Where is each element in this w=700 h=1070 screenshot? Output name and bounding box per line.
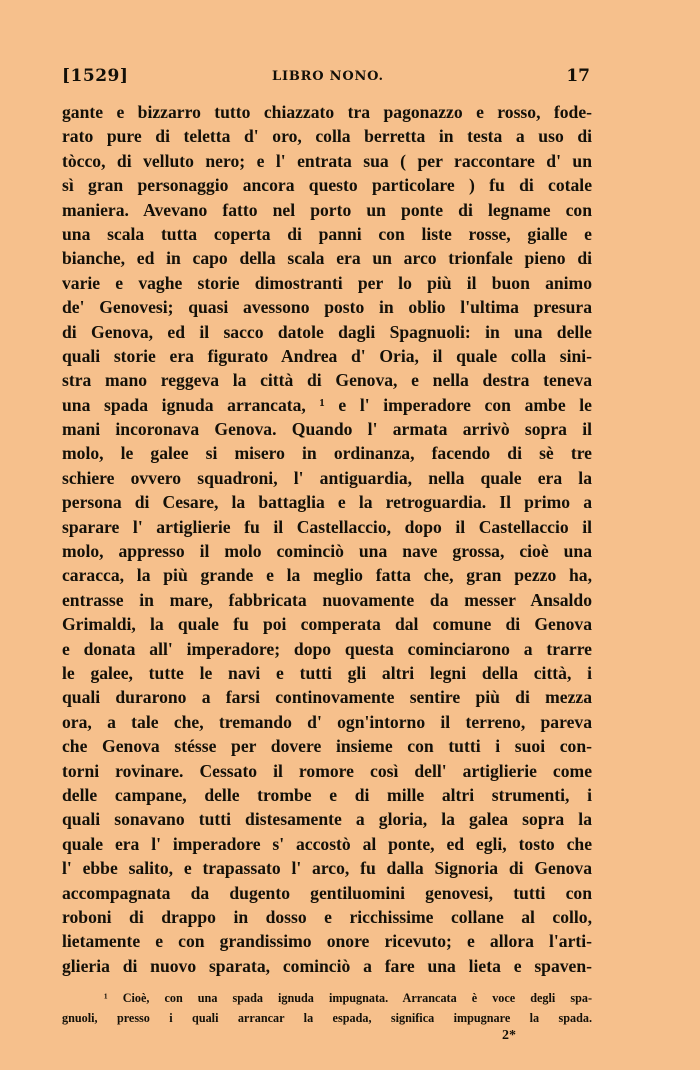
text-line: ora, a tale che, tremando d' ogn'intorno il terreno, pareva xyxy=(62,711,592,732)
text-line: torni rovinare. Cessato il romore così dell' artiglierie come xyxy=(62,760,592,781)
header-year: [1529] xyxy=(62,66,129,86)
running-header xyxy=(62,66,592,90)
page-number: 17 xyxy=(566,66,590,86)
text-line: le galee, tutte le navi e tutti gli altri legni della città, i xyxy=(62,662,592,683)
text-line: quali sonavano tutti distesamente a gloria, la galea sopra la xyxy=(62,809,592,830)
text-line: schiere ovvero squadroni, l' antiguardia, nella quale era la xyxy=(62,467,592,488)
text-line: sì gran personaggio ancora questo particolare ) fu di cotale xyxy=(62,175,592,196)
text-line: mani incoronava Genova. Quando l' armata arrivò sopra il xyxy=(62,419,592,440)
text-line: una scala tutta coperta di panni con liste rosse, gialle e xyxy=(62,223,592,244)
text-line: delle campane, delle trombe e di mille altri strumenti, i xyxy=(62,784,592,805)
text-line: l' ebbe salito, e trapassato l' arco, fu dalla Signoria di Genova xyxy=(62,858,592,879)
text-line: rato pure di teletta d' oro, colla berretta in testa a uso di xyxy=(62,126,592,147)
text-line: gante e bizzarro tutto chiazzato tra pagonazzo e rosso, fode- xyxy=(62,102,592,122)
text-line: che Genova stésse per dovere insieme con tutti i suoi con- xyxy=(62,736,592,757)
text-line: una spada ignuda arrancata, ¹ e l' imperadore con ambe le xyxy=(62,394,592,415)
text-line: sparare l' artiglierie fu il Castellaccio, dopo il Castellaccio il xyxy=(62,516,592,537)
text-line: persona di Cesare, la battaglia e la retroguardia. Il primo a xyxy=(62,492,592,513)
text-line: tòcco, di velluto nero; e l' entrata sua ( per raccontare d' un xyxy=(62,150,592,171)
text-line: caracca, la più grande e la meglio fatta che, gran pezzo ha, xyxy=(62,565,592,586)
text-line: roboni di drappo in dosso e ricchissime collane al collo, xyxy=(62,906,592,927)
text-line: molo, le galee si misero in ordinanza, facendo di sè tre xyxy=(62,443,592,464)
text-line: Grimaldi, la quale fu poi comperata dal comune di Genova xyxy=(62,614,592,635)
footnote-line: ¹ Cioè, con una spada ignuda impugnata. Arrancata è voce degli spa- xyxy=(104,991,592,1005)
text-line: quali storie era figurato Andrea d' Oria, il quale colla sini- xyxy=(62,345,592,366)
footnotes xyxy=(62,988,592,1028)
footnote-line: gnuoli, presso i quali arrancar la espada, significa impugnare la spada. xyxy=(62,1011,592,1025)
header-title: LIBRO NONO. xyxy=(272,69,384,84)
text-line: quale era l' imperadore s' accostò al ponte, ed egli, tosto che xyxy=(62,833,592,854)
text-line: de' Genovesi; quasi avessono posto in oblio l'ultima presura xyxy=(62,297,592,318)
text-line: entrasse in mare, fabbricata nuovamente da messer Ansaldo xyxy=(62,589,592,610)
text-line: bianche, ed in capo della scala era un arco trionfale pieno di xyxy=(62,248,592,269)
text-line: accompagnata da dugento gentiluomini genovesi, tutti con xyxy=(62,882,592,903)
text-line: molo, appresso il molo cominciò una nave grossa, cioè una xyxy=(62,541,592,562)
text-line: glieria di nuovo sparata, cominciò a fare una lieta e spaven- xyxy=(62,955,592,976)
text-line: quali durarono a farsi continovamente sentire più di mezza xyxy=(62,687,592,708)
body-text xyxy=(62,100,592,978)
text-line: maniera. Avevano fatto nel porto un ponte di legname con xyxy=(62,199,592,220)
signature-mark: 2* xyxy=(502,1028,516,1043)
text-line: varie e vaghe storie dimostranti per lo più il buon animo xyxy=(62,272,592,293)
text-line: e donata all' imperadore; dopo questa cominciarono a trarre xyxy=(62,638,592,659)
text-line: di Genova, ed il sacco datole dagli Spagnuoli: in una delle xyxy=(62,321,592,342)
text-line: lietamente e con grandissimo onore ricevuto; e allora l'arti- xyxy=(62,931,592,952)
text-line: stra mano reggeva la città di Genova, e nella destra teneva xyxy=(62,370,592,391)
